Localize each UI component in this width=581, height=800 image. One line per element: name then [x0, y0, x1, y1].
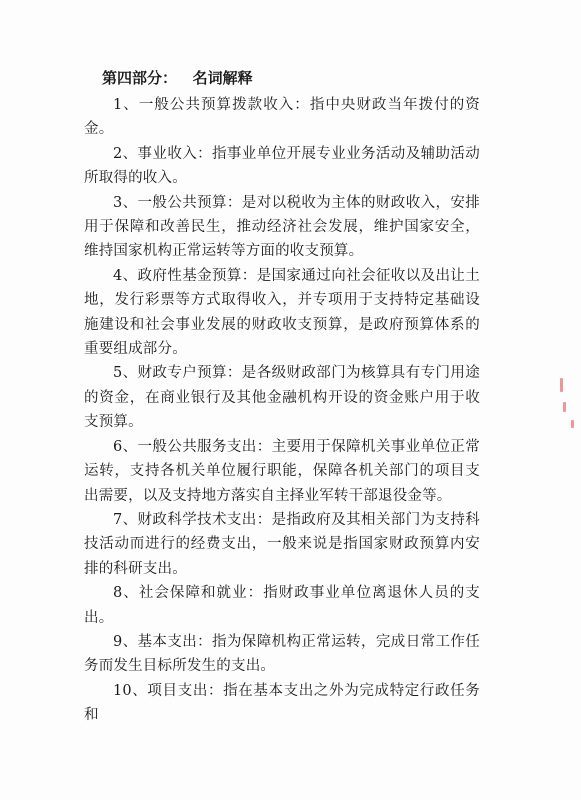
term-9: 9、基本支出：指为保障机构正常运转，完成日常工作任务而发生目标所发生的支出。: [84, 633, 480, 675]
section-title: 第四部分： 名词解释: [102, 69, 253, 87]
term-1: 1、一般公共预算拨款收入：指中央财政当年拨付的资金。: [84, 97, 480, 138]
term-6: 6、一般公共服务支出：主要用于保障机关事业单位正常运转，支持各机关单位履行职能，保障各机关部门的项目支出需要，以及支持地方落实自主择业军转干部退役金等。: [84, 438, 480, 504]
term-3: 3、一般公共预算：是对以税收为主体的财政收入，安排用于保障和改善民生，推动经济社会发展，维护国家安全，维持国家机构正常运转等方面的收支预算。: [84, 194, 480, 260]
term-2: 2、事业收入：指事业单位开展专业业务活动及辅助活动所取得的收入。: [84, 145, 480, 187]
margin-seal-mark: [563, 402, 566, 412]
term-5: 5、财政专户预算：是各级财政部门为核算具有专门用途的资金，在商业银行及其他金融机构开设的资金账户用于收支预算。: [84, 365, 480, 431]
term-10: 10、项目支出：指在基本支出之外为完成特定行政任务和: [84, 682, 480, 724]
margin-seal-mark: [560, 378, 563, 392]
document-body: [84, 64, 480, 728]
term-8: 8、社会保障和就业：指财政事业单位离退休人员的支出。: [84, 585, 480, 626]
margin-seal-mark: [571, 420, 574, 428]
term-4: 4、政府性基金预算：是国家通过向社会征收以及出让土地，发行彩票等方式取得收入，并专项用于支持特定基础设施建设和社会事业发展的财政收支预算，是政府预算体系的重要组成部分。: [84, 267, 480, 358]
term-7: 7、财政科学技术支出：是指政府及其相关部门为支持科技活动而进行的经费支出，一般来说是指国家财政预算内安排的科研支出。: [84, 511, 480, 577]
